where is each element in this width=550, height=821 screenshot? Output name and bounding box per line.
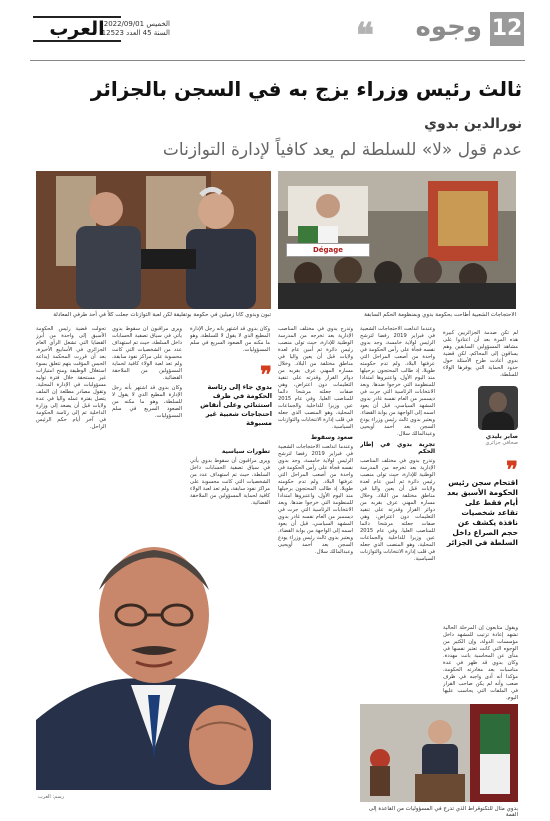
paragraph: تحولت قضية رئيس الحكومة الأسبق إلى واحدة من أبرز القضايا التي تشغل الرأي العام الجزائري في الأسابيع الأخيرة، بعد أن قررت المحكمة إيداعه الحبس المؤقت بتهم تتعلق بسوء استغلال الوظيفة ومنح امتيازات غير مستحقة خلال فترة توليه مسؤوليات في الإدارة المحلية. وتقول مصادر مطلعة إن الملف يتصل بفترة عمله واليا في عدة ولايات قبل أن يصعد إلى وزارة الداخلية ثم إلى رئاسة الحكومة في آخر أيام حكم الرئيس الراحل. — [36, 326, 106, 430]
photo-handshake-illustration — [36, 171, 271, 309]
portrait-illustration — [36, 520, 271, 790]
section-title: وجوه — [415, 12, 482, 42]
subtitle: تطورات سياسية — [221, 448, 270, 455]
paragraph: وتدرج بدوي في مختلف المناصب الإدارية بعد تخرجه من المدرسة الوطنية للإدارة، حيث تولى منصب رئيس دائرة ثم أمين عام لعدة ولايات قبل أن يعين واليا في مناطق مختلفة من البلاد. وخلال مساره المهني عرف بقربه من دوائر القرار وقدرته على تنفيذ التعليمات دون اعتراض، وهي صفات جعلته مرشحا دائما للمناصب العليا. وفي عام 2015 عين وزيرا للداخلية والجماعات المحلية، وهو المنصب الذي جعله في قلب إدارة الانتخابات والتوازنات السياسية. — [360, 458, 435, 562]
page-number: 12 — [490, 12, 524, 46]
issue-number: السنة 45 العدد 12523 — [101, 29, 170, 37]
caption-left: تبون وبدوي كانا زميلين في حكومة بوتفليقة لكن لعبة التوازنات جعلت كلاً في أحد طرفي المعادلة — [53, 312, 271, 318]
author-name: صابر بليدي — [485, 433, 518, 440]
paragraph: ويرى مراقبون أن سقوط بدوي يأتي في سياق تصفية الحسابات داخل السلطة، حيث تم استهداف عدد من الشخصيات التي كانت محسوبة على مراكز نفوذ سابقة، ولم تعد لعبة الولاء كافية لحماية المسؤولين من الملاحقة القضائية. — [112, 326, 182, 381]
photo-handshake — [36, 171, 271, 309]
newspaper-logo — [33, 16, 121, 42]
protest-sign: Dégage — [286, 243, 370, 257]
article-headline: ثالث رئيس وزراء يزج به في السجن بالجزائر — [90, 77, 522, 101]
text-column-5 — [360, 326, 435, 698]
text-column-3b — [190, 445, 270, 515]
quote-mark-icon: ❞ — [260, 362, 272, 388]
author-role: صحافي جزائري — [485, 440, 518, 446]
paragraph: وعندما اندلعت الاحتجاجات الشعبية في فبراير 2019 رفضا لترشح الرئيس لولاية خامسة، وجد بدوي نفسه فجأة على رأس الحكومة في واحدة من أصعب المراحل التي عرفتها البلاد. ولم تدم حكومته طويلا، إذ طالب المحتجون برحيلها منذ اليوم الأول، واعتبروها امتدادا للمنظومة التي خرجوا ضدها. وبعد الانتخابات الرئاسية التي جرت في ديسمبر من العام نفسه غادر بدوي المشهد السياسي، قبل أن يعود اسمه إلى الواجهة من بوابة القضاء. ويعتبر بدوي ثالث رئيس وزراء يودع السجن بعد أحمد أويحيى وعبدالمالك سلال. — [278, 444, 353, 555]
photo-protest-illustration — [278, 171, 516, 309]
text-column-3 — [190, 326, 270, 366]
caption-right: الاحتجاجات الشعبية أطاحت بحكومة بدوي وبمنظومة الحكم السابقة — [364, 312, 516, 318]
issue-date: الخميس 2022/09/01 — [103, 20, 170, 28]
paragraph: وكان بدوي قد اشتهر بأنه رجل الإدارة المطيع الذي لا يقول لا للسلطة، وهو ما مكنه من الصعود السريع في سلم المسؤوليات. — [190, 326, 270, 353]
photo-protest — [278, 171, 516, 309]
article-subhead: عدم قول «لا» للسلطة لم يعد كافياً لإدارة التوازنات — [162, 140, 522, 160]
pull-quote-text: بدوي جاء إلى رئاسة الحكومة في ظرف استثنائي وعلى أنقاض احتجاجات شعبية غير مسبوقة — [200, 383, 272, 427]
subtitle: تجربة بدوي في إطار الحكم — [360, 441, 435, 455]
pull-quote-text: اقتحام سجن رئيس الحكومة الأسبق بعد أيام فقط على تقاعد شخصيات نافذة يكشف عن حجم الصراع داخل السلطة في الجزائر — [446, 478, 518, 547]
header-divider — [30, 60, 525, 61]
paragraph: وعندما اندلعت الاحتجاجات الشعبية في فبراير 2019 رفضا لترشح الرئيس لولاية خامسة، وجد بدوي نفسه فجأة على رأس الحكومة في واحدة من أصعب المراحل التي عرفتها البلاد. ولم تدم حكومته طويلا، إذ طالب المحتجون برحيلها منذ اليوم الأول، واعتبروها امتدادا للمنظومة التي خرجوا ضدها. وبعد الانتخابات الرئاسية التي جرت في ديسمبر من العام نفسه غادر بدوي المشهد السياسي، قبل أن يعود اسمه إلى الواجهة من بوابة القضاء. ويعتبر بدوي ثالث رئيس وزراء يودع السجن بعد أحمد أويحيى وعبدالمالك سلال. — [360, 326, 435, 437]
logo-text: العرب — [49, 18, 105, 40]
text-column-6 — [443, 330, 518, 450]
pull-quote-right — [443, 457, 518, 548]
art-credit: رسم: العرب — [38, 794, 64, 800]
paragraph: ويقول متابعون إن المرحلة الحالية تشهد إعادة ترتيب للمشهد داخل مؤسسات الدولة، وإن الكثير من الوجوه التي كانت تعتبر نفسها في منأى عن المحاسبة باتت مهددة. وكان بدوي قد ظهر في عدة مناسبات بعد مغادرته الحكومة، مؤكدا أنه أدى واجبه في ظرف صعب وأنه لم يكن صاحب القرار في الملفات التي يحاسب عليها اليوم. — [443, 625, 518, 701]
article-subject-name: نورالدين بدوي — [424, 116, 522, 132]
paragraph: ويرى مراقبون أن سقوط بدوي يأتي في سياق تصفية الحسابات داخل السلطة، حيث تم استهداف عدد من الشخصيات التي كانت محسوبة على مراكز نفوذ سابقة، ولم تعد لعبة الولاء كافية لحماية المسؤولين من الملاحقة القضائية. — [190, 458, 270, 506]
paragraph: وكان بدوي قد اشتهر بأنه رجل الإدارة المطيع الذي لا يقول لا للسلطة، وهو ما مكنه من الصعود السريع في سلم المسؤوليات. — [112, 385, 182, 419]
quote-mark-icon: ❞ — [506, 457, 518, 483]
quote-mark-icon: ❝ — [355, 16, 374, 56]
pull-quote-middle — [190, 362, 272, 428]
paragraph: لم تكن صدمة الجزائريين كبيرة هذه المرة بعد أن اعتادوا على مشاهد المسؤولين السابقين وهم يساقون إلى المحاكم، لكن قضية بدوي أعادت طرح الأسئلة حول حدود الحماية التي يوفرها الولاء للسلطة. — [443, 330, 518, 378]
photo-podium — [360, 704, 518, 802]
paragraph: وتدرج بدوي في مختلف المناصب الإدارية بعد تخرجه من المدرسة الوطنية للإدارة، حيث تولى منصب رئيس دائرة ثم أمين عام لعدة ولايات قبل أن يعين واليا في مناطق مختلفة من البلاد. وخلال مساره المهني عرف بقربه من دوائر القرار وقدرته على تنفيذ التعليمات دون اعتراض، وهي صفات جعلته مرشحا دائما للمناصب العليا. وفي عام 2015 عين وزيرا للداخلية والجماعات المحلية، وهو المنصب الذي جعله في قلب إدارة الانتخابات والتوازنات السياسية. — [278, 326, 353, 430]
page-header — [0, 0, 550, 78]
text-column-4 — [278, 326, 353, 676]
text-column-2 — [112, 326, 182, 498]
portrait-drawing — [36, 520, 271, 790]
caption-bottom-right: بدوي مثال للتكنوقراط الذي تدرج في المسؤوليات من القاعدة إلى القمة — [368, 806, 518, 818]
photo-podium-illustration — [360, 704, 518, 802]
subtitle: صعود وسقوط — [310, 434, 353, 441]
